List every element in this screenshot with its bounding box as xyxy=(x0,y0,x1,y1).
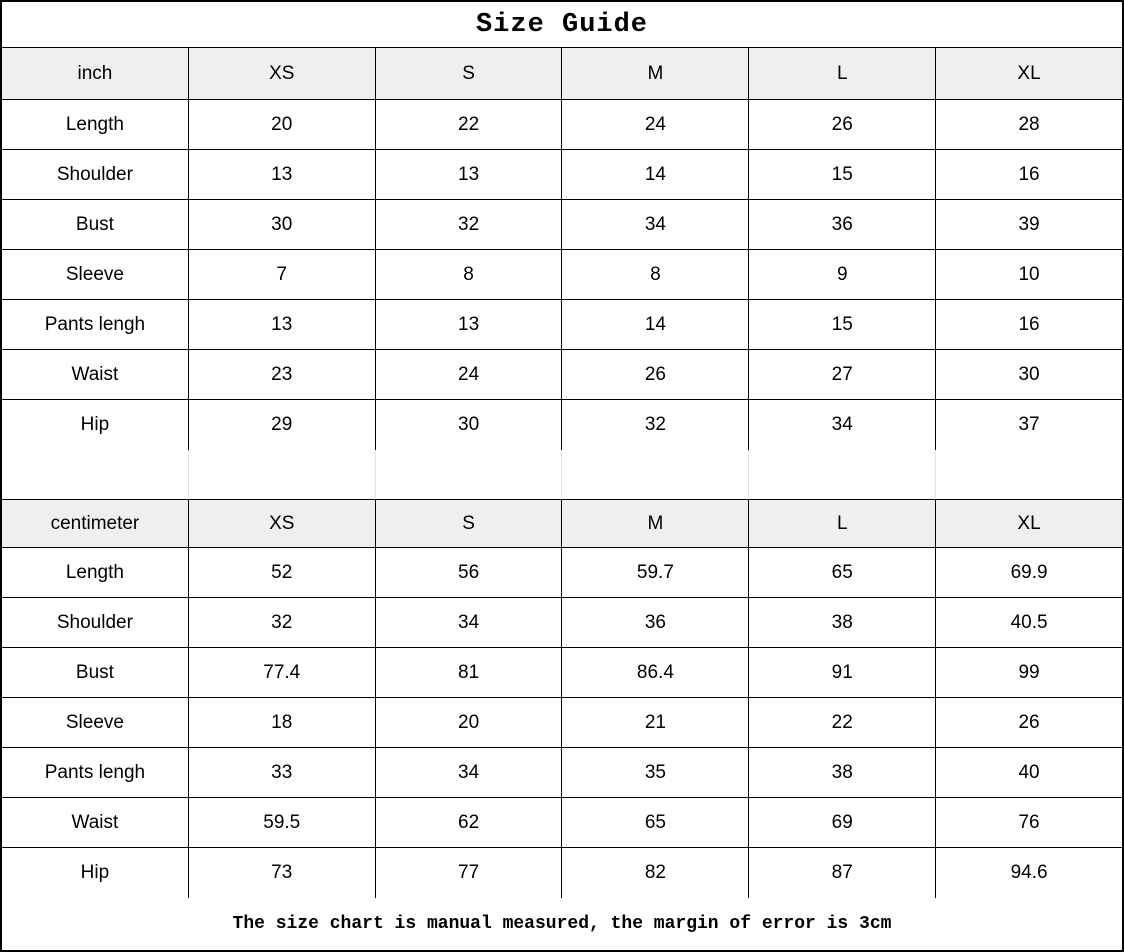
table-row xyxy=(2,698,1122,748)
size-value-cell: 34 xyxy=(562,200,749,249)
size-column-header: S xyxy=(376,500,563,547)
size-value-cell: 15 xyxy=(749,150,936,199)
size-value-cell: 34 xyxy=(749,400,936,450)
size-value-cell: 16 xyxy=(1018,313,1040,335)
size-value-cell: 26 xyxy=(749,100,936,149)
size-value-cell: 8 xyxy=(562,250,749,299)
size-value-cell: 20 xyxy=(376,698,563,747)
size-value-cell: 13 xyxy=(376,300,563,349)
size-value-cell: 32 xyxy=(562,400,749,450)
size-value-cell: 13 xyxy=(376,150,563,199)
size-value-cell: 86.4 xyxy=(562,648,749,697)
measurement-label: Waist xyxy=(2,798,189,847)
size-column-header: XS xyxy=(189,500,376,547)
measurement-label: Sleeve xyxy=(2,250,189,299)
size-value-cell: 62 xyxy=(376,798,563,847)
size-value-cell: 15 xyxy=(749,300,936,349)
table-row xyxy=(2,648,1122,698)
table-row xyxy=(2,598,1122,648)
size-value-cell: 76 xyxy=(1018,811,1040,833)
size-value-cell: 65 xyxy=(749,548,936,597)
size-column-header: S xyxy=(376,48,563,99)
table-row xyxy=(2,200,1122,250)
measurement-label: Hip xyxy=(2,848,189,898)
page-title: Size Guide xyxy=(475,9,649,40)
spacer-cell xyxy=(749,450,936,499)
measurement-label: Pants lengh xyxy=(2,300,189,349)
inch-table-body xyxy=(2,100,1122,450)
size-value-cell: 9 xyxy=(749,250,936,299)
size-value-cell: 22 xyxy=(376,100,563,149)
spacer-cell xyxy=(562,450,749,499)
size-column-header: M xyxy=(562,500,749,547)
table-row xyxy=(2,548,1122,598)
size-value-cell: 13 xyxy=(189,300,376,349)
table-row xyxy=(2,848,1122,898)
measurement-label: Waist xyxy=(2,350,189,399)
table-row xyxy=(2,150,1122,200)
size-value-cell: 69 xyxy=(749,798,936,847)
footer-row xyxy=(2,898,1122,950)
table-row xyxy=(2,350,1122,400)
size-column-header: L xyxy=(749,500,936,547)
size-value-cell: 36 xyxy=(749,200,936,249)
size-value-cell: 24 xyxy=(562,100,749,149)
size-value-cell: 30 xyxy=(376,400,563,450)
size-value-cell: 35 xyxy=(562,748,749,797)
size-value-cell: 24 xyxy=(376,350,563,399)
size-value-cell: 13 xyxy=(189,150,376,199)
size-value-cell: 36 xyxy=(562,598,749,647)
size-value-cell: 59.5 xyxy=(189,798,376,847)
size-value-cell: 38 xyxy=(749,748,936,797)
measurement-label: Bust xyxy=(2,648,189,697)
size-value-cell: 40.5 xyxy=(1010,611,1048,633)
size-value-cell: 26 xyxy=(562,350,749,399)
size-column-header: XS xyxy=(189,48,376,99)
measurement-label: Length xyxy=(2,100,189,149)
size-value-cell: 38 xyxy=(749,598,936,647)
size-value-cell: 32 xyxy=(189,598,376,647)
measurement-note: The size chart is manual measured, the margin of error is 3cm xyxy=(232,914,892,934)
centimeter-table-body xyxy=(2,548,1122,898)
measurement-label: Pants lengh xyxy=(2,748,189,797)
size-column-header: XL xyxy=(936,48,1122,99)
size-value-cell: 33 xyxy=(189,748,376,797)
unit-header-cell: centimeter xyxy=(2,500,189,547)
measurement-label: Shoulder xyxy=(2,150,189,199)
size-value-cell: 23 xyxy=(189,350,376,399)
size-value-cell: 14 xyxy=(562,150,749,199)
size-value-cell: 18 xyxy=(189,698,376,747)
size-value-cell: 16 xyxy=(1018,163,1040,185)
size-column-header: L xyxy=(749,48,936,99)
size-value-cell: 20 xyxy=(189,100,376,149)
size-value-cell: 99 xyxy=(1018,661,1040,683)
size-value-cell: 29 xyxy=(189,400,376,450)
size-value-cell: 30 xyxy=(189,200,376,249)
size-value-cell: 21 xyxy=(562,698,749,747)
measurement-label: Length xyxy=(2,548,189,597)
size-value-cell: 65 xyxy=(562,798,749,847)
spacer-cell xyxy=(2,450,189,499)
size-value-cell: 73 xyxy=(189,848,376,898)
spacer-row xyxy=(2,450,1122,500)
size-value-cell: 77.4 xyxy=(189,648,376,697)
size-value-cell: 27 xyxy=(749,350,936,399)
size-value-cell: 7 xyxy=(189,250,376,299)
measurement-label: Shoulder xyxy=(2,598,189,647)
measurement-label: Hip xyxy=(2,400,189,450)
size-value-cell: 39 xyxy=(1018,213,1040,235)
size-column-header: XL xyxy=(936,500,1122,547)
centimeter-header-row xyxy=(2,500,1122,548)
size-value-cell: 52 xyxy=(189,548,376,597)
table-row xyxy=(2,250,1122,300)
spacer-cell xyxy=(376,450,563,499)
size-value-cell: 81 xyxy=(376,648,563,697)
size-value-cell: 26 xyxy=(1018,711,1040,733)
size-value-cell: 94.6 xyxy=(1010,862,1048,883)
size-value-cell: 40 xyxy=(1018,761,1040,783)
size-value-cell: 82 xyxy=(562,848,749,898)
size-value-cell: 34 xyxy=(376,748,563,797)
size-value-cell: 34 xyxy=(376,598,563,647)
table-row xyxy=(2,748,1122,798)
table-row xyxy=(2,100,1122,150)
size-value-cell: 32 xyxy=(376,200,563,249)
table-row xyxy=(2,400,1122,450)
measurement-label: Bust xyxy=(2,200,189,249)
size-value-cell: 56 xyxy=(376,548,563,597)
size-value-cell: 14 xyxy=(562,300,749,349)
title-row xyxy=(2,2,1122,48)
size-value-cell: 91 xyxy=(749,648,936,697)
size-value-cell: 77 xyxy=(376,848,563,898)
table-row xyxy=(2,300,1122,350)
size-value-cell: 37 xyxy=(1018,414,1040,435)
spacer-cell xyxy=(936,450,1122,499)
size-value-cell: 69.9 xyxy=(1010,561,1048,583)
measurement-label: Sleeve xyxy=(2,698,189,747)
table-row xyxy=(2,798,1122,848)
spacer-cell xyxy=(189,450,376,499)
size-value-cell: 59.7 xyxy=(562,548,749,597)
inch-header-row xyxy=(2,48,1122,100)
size-value-cell: 22 xyxy=(749,698,936,747)
size-value-cell: 10 xyxy=(1018,263,1040,285)
size-column-header: M xyxy=(562,48,749,99)
size-value-cell: 30 xyxy=(1018,363,1040,385)
size-value-cell: 8 xyxy=(376,250,563,299)
size-value-cell: 28 xyxy=(1018,113,1040,135)
size-value-cell: 87 xyxy=(749,848,936,898)
unit-header-cell: inch xyxy=(2,48,189,99)
